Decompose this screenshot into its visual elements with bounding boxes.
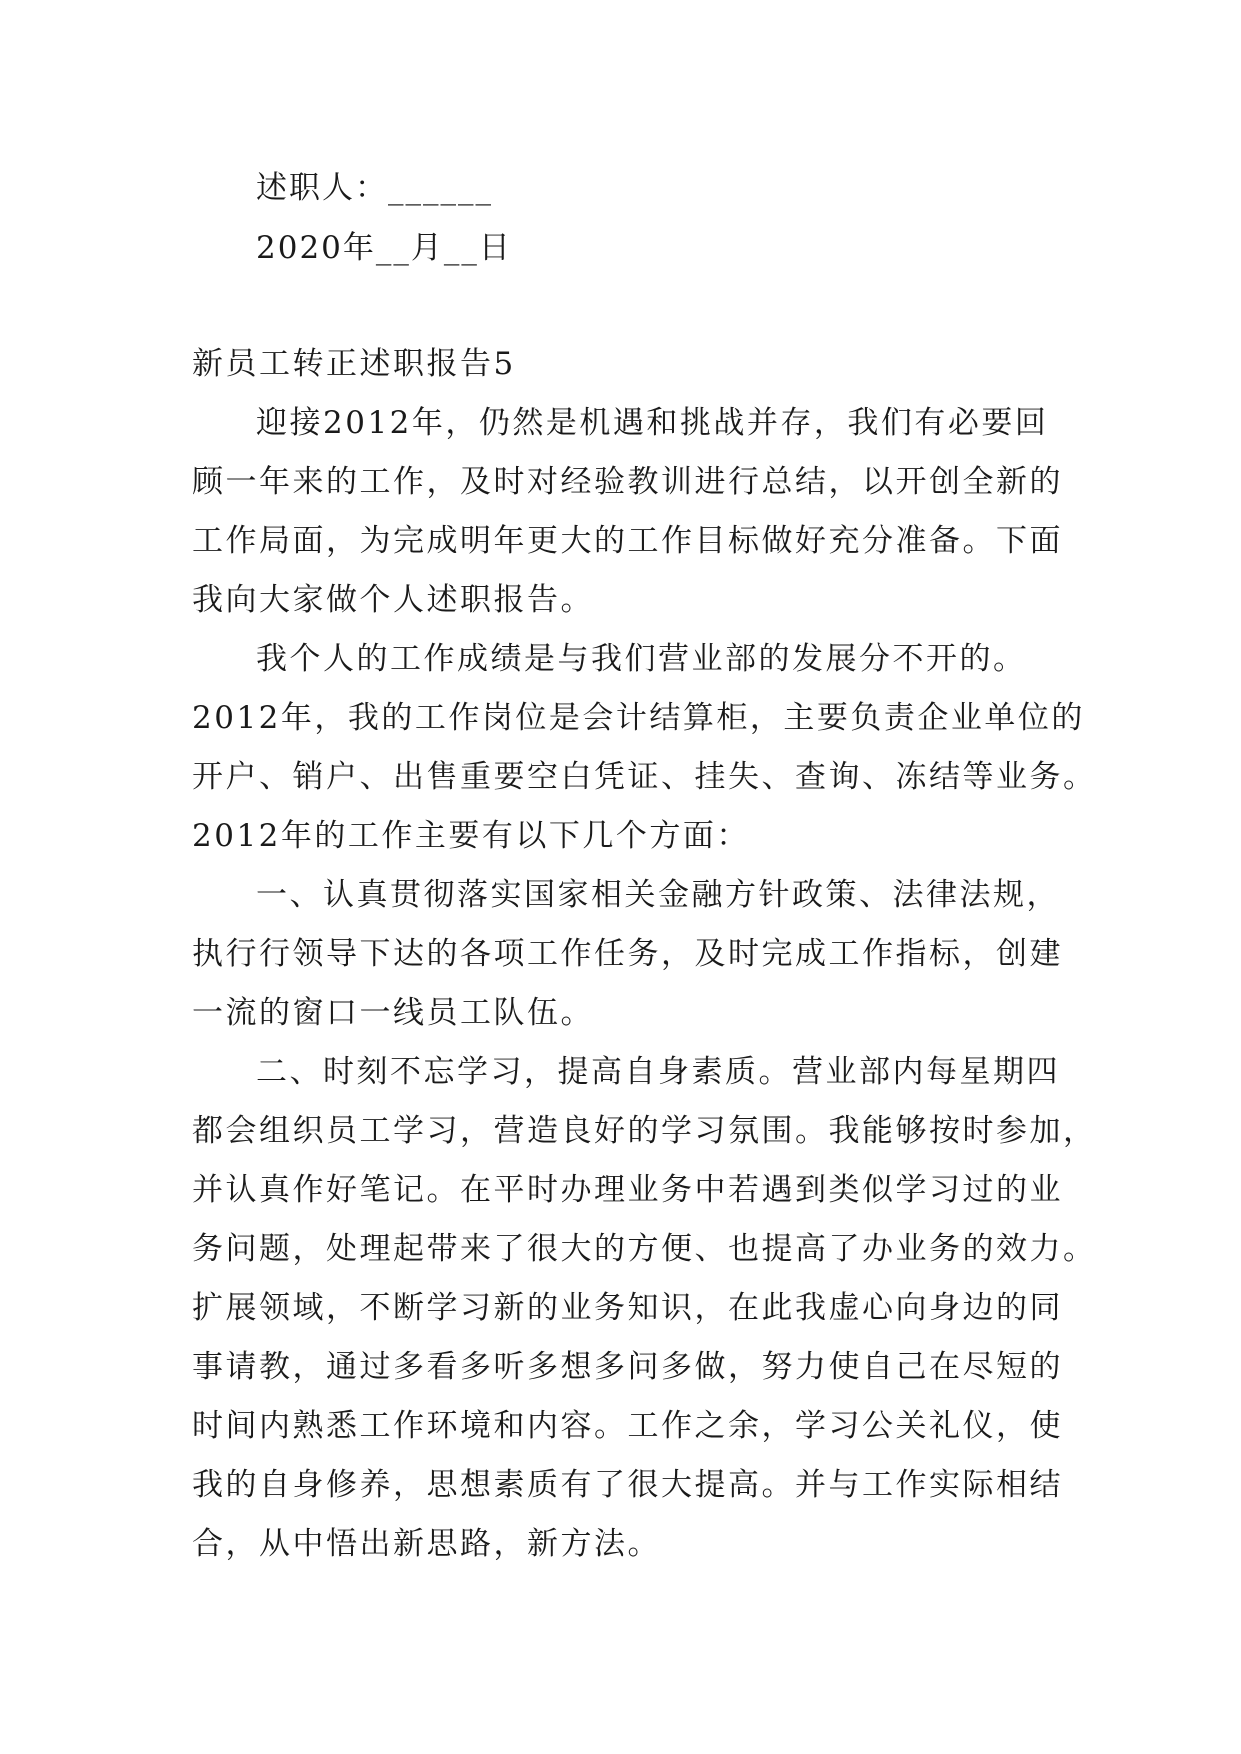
paragraph-line: 务问题，处理起带来了很大的方便、也提高了办业务的效力。 [192,1231,1097,1267]
reporter-signature-line: 述职人：______ [256,170,493,206]
paragraph-line: 2012年，我的工作岗位是会计结算柜，主要负责企业单位的 [192,700,1085,736]
paragraph-line: 我的自身修养，思想素质有了很大提高。并与工作实际相结 [192,1467,1063,1503]
paragraph-line: 工作局面，为完成明年更大的工作目标做好充分准备。下面 [192,523,1063,559]
paragraph-line: 迎接2012年，仍然是机遇和挑战并存，我们有必要回 [256,405,1049,441]
report-date-line: 2020年__月__日 [256,230,512,266]
paragraph-line: 扩展领域，不断学习新的业务知识，在此我虚心向身边的同 [192,1290,1063,1326]
paragraph-line: 我个人的工作成绩是与我们营业部的发展分不开的。 [256,641,1027,677]
paragraph-line: 二、时刻不忘学习，提高自身素质。营业部内每星期四 [256,1054,1060,1090]
paragraph-line: 我向大家做个人述职报告。 [192,582,594,618]
paragraph-line: 2012年的工作主要有以下几个方面： [192,818,750,854]
paragraph-line: 并认真作好笔记。在平时办理业务中若遇到类似学习过的业 [192,1172,1063,1208]
paragraph-line: 合，从中悟出新思路，新方法。 [192,1526,661,1562]
paragraph-line: 都会组织员工学习，营造良好的学习氛围。我能够按时参加， [192,1113,1097,1149]
paragraph-line: 执行行领导下达的各项工作任务，及时完成工作指标，创建 [192,936,1063,972]
paragraph-line: 顾一年来的工作，及时对经验教训进行总结，以开创全新的 [192,464,1063,500]
section-title: 新员工转正述职报告5 [192,346,516,382]
paragraph-line: 时间内熟悉工作环境和内容。工作之余，学习公关礼仪，使 [192,1408,1063,1444]
paragraph-line: 开户、销户、出售重要空白凭证、挂失、查询、冻结等业务。 [192,759,1097,795]
paragraph-line: 事请教，通过多看多听多想多问多做，努力使自己在尽短的 [192,1349,1063,1385]
paragraph-line: 一流的窗口一线员工队伍。 [192,995,594,1031]
paragraph-line: 一、认真贯彻落实国家相关金融方针政策、法律法规， [256,877,1060,913]
